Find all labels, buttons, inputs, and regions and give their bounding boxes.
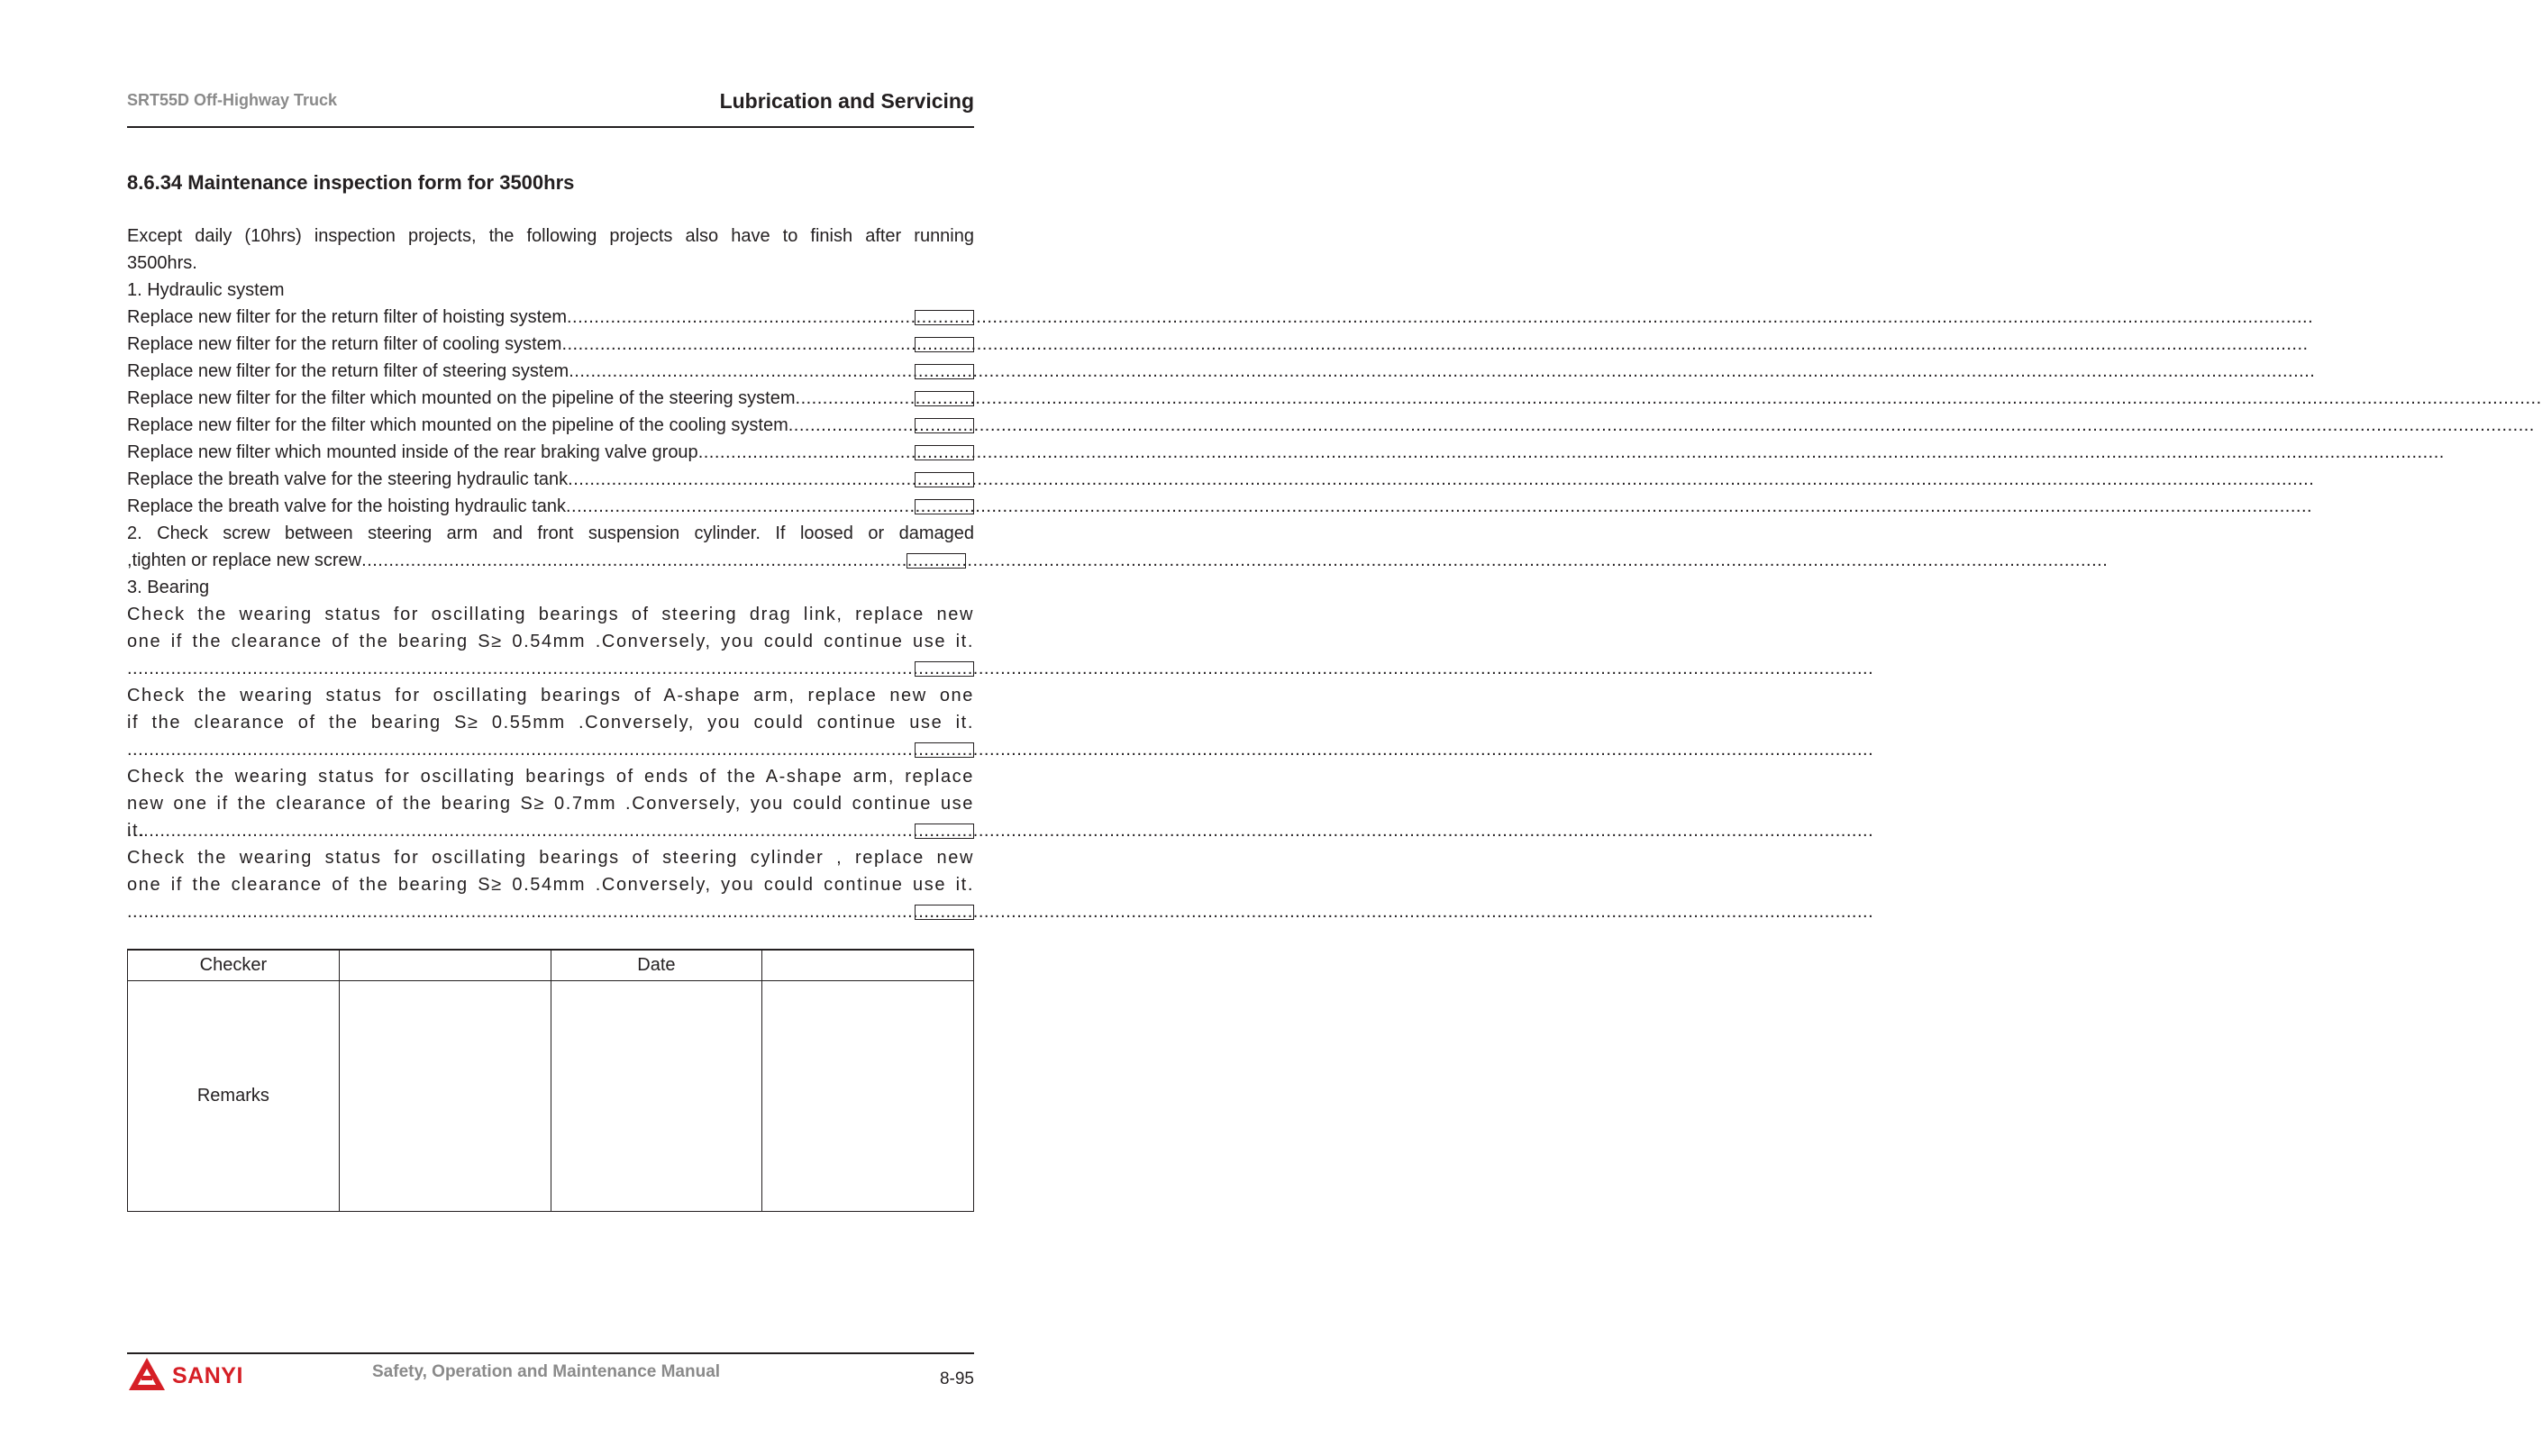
checklist-item: [127, 439, 974, 466]
remarks-field[interactable]: [551, 981, 762, 1212]
checker-field[interactable]: [339, 950, 551, 981]
table-row: [128, 950, 974, 981]
bearing-item-line-1: Check the wearing status for oscillating bearings of ends of the A-shape arm, replace: [127, 767, 974, 787]
checklist-item: [127, 412, 974, 439]
check-box[interactable]: [915, 824, 974, 839]
checklist-item: [127, 331, 974, 358]
checklist-item-text: Replace new filter for the return filter of hoisting system: [127, 306, 567, 327]
checklist-item: [127, 358, 974, 385]
checklist-item-text: Replace new filter for the return filter of steering system: [127, 360, 569, 381]
dot-leader: [566, 496, 913, 517]
section-title: 8.6.34 Maintenance inspection form for 3500hrs: [127, 171, 575, 194]
dot-leader: [568, 469, 913, 490]
logo-text: SANYI: [172, 1362, 243, 1388]
checker-label: Checker: [128, 950, 340, 981]
check-box[interactable]: [915, 364, 974, 379]
check-box[interactable]: [915, 391, 974, 406]
dot-leader: [796, 388, 913, 409]
check-box[interactable]: [915, 742, 974, 758]
checklist-item: [127, 817, 974, 844]
table-row: [128, 981, 974, 1212]
dot-leader: [567, 307, 913, 328]
check-box[interactable]: [915, 310, 974, 325]
check-box[interactable]: [915, 499, 974, 514]
checklist-item-text: Replace new filter which mounted inside of the rear braking valve group: [127, 441, 698, 462]
checklist-item: [127, 655, 974, 682]
bearing-item-line-2: new one if the clearance of the bearing S≥ 0.7mm .Conversely, you could continue use it.: [127, 794, 974, 841]
sanyi-logo: [127, 1356, 243, 1396]
page-number: 8-95: [939, 1370, 974, 1388]
checklist-item: [127, 898, 974, 925]
bearing-item-line-2: if the clearance of the bearing S≥ 0.55mm .Conversely, you could continue use it.: [127, 713, 974, 733]
manual-page: [127, 0, 974, 1456]
check-box[interactable]: [915, 337, 974, 352]
checklist-item: [127, 736, 974, 763]
checklist-item: [127, 547, 974, 574]
dot-leader: [569, 361, 913, 382]
bearing-item-line-2: one if the clearance of the bearing S≥ 0.54mm .Conversely, you could continue use it.: [127, 632, 974, 651]
checklist-item: [127, 493, 974, 520]
check-box[interactable]: [915, 418, 974, 433]
dot-leader: [361, 551, 905, 571]
checklist-item-text: Replace new filter for the filter which mounted on the pipeline of the steering system: [127, 387, 796, 408]
dot-leader: [698, 442, 913, 463]
date-field[interactable]: [762, 950, 974, 981]
checklist-item-text: ,tighten or replace new screw: [127, 550, 362, 570]
footer-manual-title: Safety, Operation and Maintenance Manual: [372, 1362, 721, 1381]
remarks-label: Remarks: [128, 981, 340, 1212]
checklist-item-text: Replace the breath valve for the hoisting hydraulic tank: [127, 496, 566, 516]
checklist-item: [127, 385, 974, 412]
check-box[interactable]: [915, 445, 974, 460]
check-box[interactable]: [915, 661, 974, 677]
footer-rule: [127, 1352, 974, 1354]
check-box[interactable]: [915, 472, 974, 487]
dot-leader: [788, 415, 913, 436]
checklist-item-text: Replace new filter for the filter which mounted on the pipeline of the cooling system: [127, 414, 788, 435]
checklist-item: [127, 466, 974, 493]
bearing-heading: 3. Bearing: [127, 578, 210, 597]
check-box[interactable]: [907, 553, 966, 569]
bearing-item-line-1: Check the wearing status for oscillating bearings of steering cylinder , replace new: [127, 848, 974, 868]
intro-line-2: 3500hrs.: [127, 253, 197, 273]
inspection-body: [127, 223, 974, 925]
dot-leader: [127, 821, 913, 842]
checklist-item-text: Replace the breath valve for the steering hydraulic tank: [127, 469, 569, 489]
header-rule: [127, 126, 974, 128]
check-box[interactable]: [915, 905, 974, 920]
dot-leader: [127, 659, 913, 679]
checklist-item: [127, 304, 974, 331]
header-chapter: Lubrication and Servicing: [719, 89, 974, 113]
bearing-item-line-1: Check the wearing status for oscillating bearings of steering drag link, replace new: [127, 605, 974, 624]
remarks-field[interactable]: [762, 981, 974, 1212]
screw-check-line-1: 2. Check screw between steering arm and front suspension cylinder. If loosed or damaged: [127, 523, 974, 543]
dot-leader: [127, 740, 913, 760]
dot-leader: [127, 902, 913, 923]
checklist-item-text: Replace new filter for the return filter of cooling system: [127, 333, 562, 354]
bearing-item-line-2: one if the clearance of the bearing S≥ 0.54mm .Conversely, you could continue use it.: [127, 875, 974, 895]
dot-leader: [561, 334, 913, 355]
sanyi-logo-icon: [127, 1356, 167, 1396]
hydraulic-heading: 1. Hydraulic system: [127, 280, 285, 300]
date-label: Date: [551, 950, 762, 981]
remarks-field[interactable]: [339, 981, 551, 1212]
inspection-signoff-table: [127, 949, 974, 1212]
intro-line-1: Except daily (10hrs) inspection projects, the following projects also have to finish after running: [127, 226, 974, 246]
header-model: SRT55D Off-Highway Truck: [127, 91, 338, 109]
bearing-item-line-1: Check the wearing status for oscillating bearings of A-shape arm, replace new one: [127, 686, 974, 705]
